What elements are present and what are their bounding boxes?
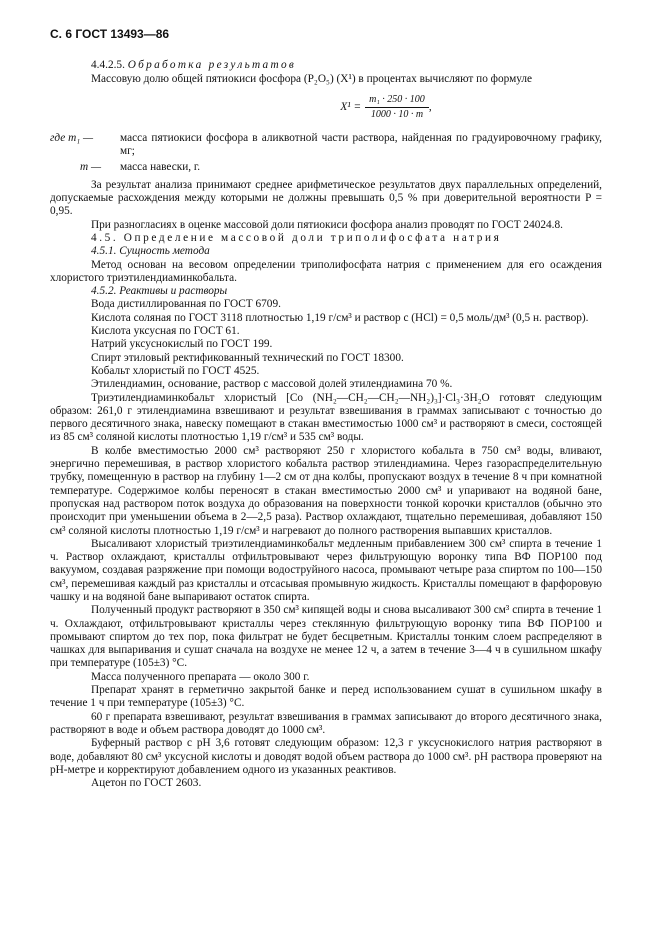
definition-text: масса пятиокиси фосфора в аликвотной части раствора, найденная по градуировочному графику, мг; [120,131,602,158]
section-4-5-2-heading: 4.5.2. Реактивы и растворы [91,285,228,298]
reagent-line: Кислота уксусная по ГОСТ 61. [91,325,240,338]
procedure-paragraph: 60 г препарата взвешивают, результат взвешивания в граммах записывают до второго десятичного знака, растворяют в воде и объем раствора доводят до 1000 см³. [50,710,602,736]
procedure-paragraph: Буферный раствор с pH 3,6 готовят следующим образом: 12,3 г уксуснокислого натрия растворяют в воде, добавляют 80 см³ уксусной кислоты и доводят водой объем раствора до 1000 см³. pH раствора проверяют на pH-метре и корректируют добавлением одного из указанных реактивов. [50,737,602,776]
section-number: 4.4.2.5. [91,59,125,72]
dispute-paragraph: При разногласиях в оценке массовой доли пятиокиси фосфора анализ проводят по ГОСТ 24024.8. [91,218,563,231]
formula-numerator: m₁ · 250 · 100 [365,93,429,108]
procedure-paragraph: Ацетон по ГОСТ 2603. [91,777,202,790]
formula-x1 [170,90,602,126]
procedure-paragraph: В колбе вместимостью 2000 см³ растворяют 250 г хлористого кобальта в 750 см³ воды, вливают, энергично перемешивая, в раствор хлористого кобальта раствор этилендиамина. Через газораспределительную трубку, помещенную в раствор на глубину 1—2 см от дна колбы, пропускают воздух в течение 8 ч при комнатной температуре. Содержимое колбы переносят в стакан вместимостью 2000 см³ и упаривают на водяной бане, пропуская над раствором поток воздуха до образования на поверхности тонкой корочки кристаллов (обычно это происходит при уменьшении объема в 2—2,5 раза). Раствор охлаждают, тщательно перемешивая, добавляют 150 см³ соляной кислоты плотностью 1,19 г/см³ и нагревают до полного растворения выпавших кристаллов. [50,444,602,537]
document-page [50,28,602,790]
page-header: С. 6 ГОСТ 13493—86 [50,27,170,41]
procedure-paragraph: Высаливают хлористый триэтилендиаминкобальт медленным прибавлением 300 см³ спирта в течение 1 ч. Раствор охлаждают, кристаллы отфильтровывают через фильтрующую воронку типа ВФ ПОР100 под вакуумом, создавая разряжение при помощи водоструйного насоса, промывают четыре раза спиртом по 100—150 см³, перемешивая каждый раз кристаллы и отсасывая промывную жидкость. Кристаллы помещают в фарфоровую чашку и на водяной бане выпаривают остаток спирта. [50,537,602,603]
formula-denominator: 1000 · 10 · m [370,109,424,121]
reagent-line: Кобальт хлористый по ГОСТ 4525. [91,364,260,377]
reagent-line: Натрий уксуснокислый по ГОСТ 199. [91,338,273,351]
procedure-paragraph: Масса полученного препарата — около 300 г. [91,670,310,683]
reagent-line: Вода дистиллированная по ГОСТ 6709. [91,298,281,311]
formula-lhs: X¹ = [340,101,362,114]
procedure-paragraph: Препарат хранят в герметично закрытой банке и перед использованием сушат в сушильном шкафу в течение 1 ч при температуре (105±3) °С. [50,684,602,710]
reagent-line: Кислота соляная по ГОСТ 3118 плотностью 1,19 г/см³ и раствор c (HCl) = 0,5 моль/дм³ (0,5 н. раствор). [91,311,589,324]
result-paragraph: За результат анализа принимают среднее арифметическое результатов двух параллельных определений, допускаемые расхождения между которыми не должны превышать 0,5 % при доверительной вероятности P = 0,95. [50,178,602,218]
procedure-paragraph: Полученный продукт растворяют в 350 см³ кипящей воды и снова высаливают 300 см³ спирта в течение 1 ч. Охлаждают, отфильтровывают кристаллы через стеклянную фильтрующую воронку типа ВФ ПОР100 и промывают спиртом до тех пор, пока фильтрат не будет бесцветным. Кристаллы тонким слоем распределяют в чашках для выпаривания и сушат сначала на воздухе не менее 12 ч, а затем в течение 3—4 ч в сушильном шкафу при температуре (105±3) °С. [50,604,602,670]
reagent-line: Спирт этиловый ректификованный технический по ГОСТ 18300. [91,351,404,364]
definition-m1 [50,132,602,159]
method-essence-text: Метод основан на весовом определении триполифосфата натрия с применением для его осаждения хлористого триэтилендиаминкобальта. [50,258,602,284]
reagent-line: Этилендиамин, основание, раствор с массовой долей этилендиамина 70 %. [91,378,453,391]
procedure-paragraph: Триэтилендиаминкобальт хлористый [Co (NH₂—CH₂—CH₂—NH₂)₃]·Cl₃·3H₂O готовят следующим образом: 261,0 г этилендиамина взвешивают и результат взвешивания в граммах записывают с точностью до первого десятичного знака, навеску помещают в стакан вместимостью 1000 см³ и растворяют в смеси, состоящей из 85 см³ соляной кислоты плотностью 1,19 г/см³ и 535 см³ воды. [50,391,602,444]
definition-symbol: m — [80,161,102,174]
definition-symbol: где m₁ — [50,131,94,144]
section-4-5-heading: 4.5. Определение массовой доли триполифосфата натрия [91,231,502,244]
definition-text: масса навески, г. [120,161,201,174]
formula-tail: , [428,101,432,114]
section-4-4-2-5-heading [50,59,602,72]
definition-m [50,161,602,174]
formula-intro: Массовую долю общей пятиокиси фосфора (P₂O₅) (X¹) в процентах вычисляют по формуле [91,72,533,85]
section-title: Обработка результатов [127,59,297,72]
formula-fraction [365,93,429,122]
section-4-5-1-heading: 4.5.1. Сущность метода [91,245,210,258]
